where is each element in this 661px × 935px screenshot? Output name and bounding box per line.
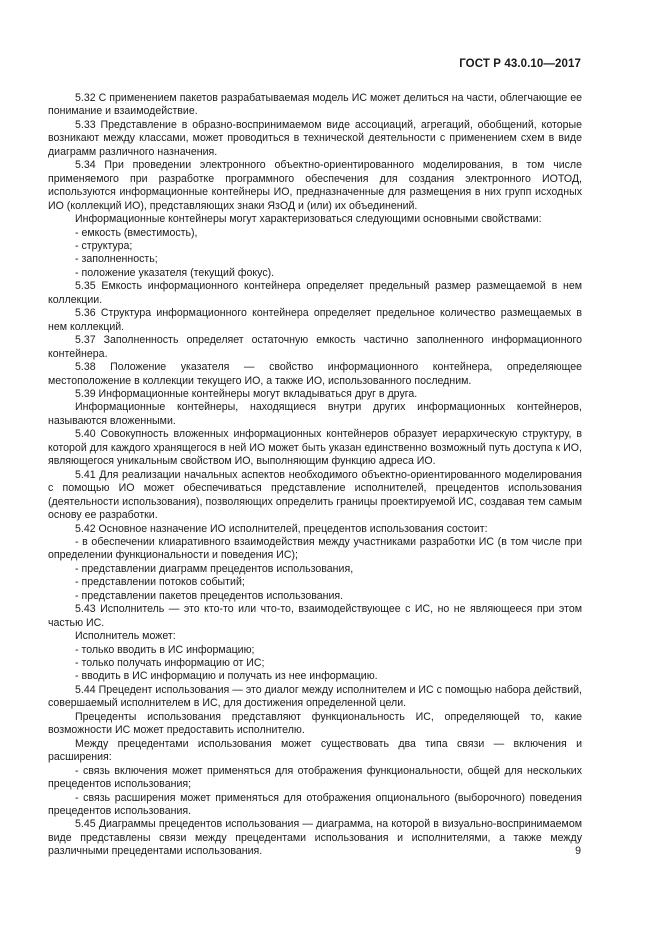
paragraph: 5.45 Диаграммы прецедентов использования — диаграмма, на которой в визуально-воспринимаемом виде представлены связи между прецедентами использования и исполнителями, а также между различными прецедентами использования. [48, 818, 582, 858]
paragraph: - связь включения может применяться для отображения функциональности, общей для нескольких прецедентов использования; [48, 764, 582, 791]
list-item: - положение указателя (текущий фокус). [75, 266, 275, 279]
paragraph: Прецеденты использования представляют функциональность ИС, определяющей то, какие возможности ИС может предоставить исполнителю. [48, 710, 582, 737]
document-body [48, 92, 582, 859]
list-item: - только получать информацию от ИС; [75, 657, 265, 670]
paragraph: - связь расширения может применяться для отображения опционального (выборочного) поведения прецедентов использования. [48, 791, 582, 818]
list-item: - представлении потоков событий; [75, 576, 245, 589]
paragraph: Между прецедентами использования может существовать два типа связи — включения и расширения: [48, 737, 582, 764]
paragraph: 5.44 Прецедент использования — это диалог между исполнителем и ИС с помощью набора действий, совершаемый исполнителем в ИС, для достижения определенной цели. [48, 683, 582, 710]
paragraph: 5.41 Для реализации начальных аспектов необходимого объектно-ориентированного моделирования с помощью ИО может обеспечиваться представление исполнителей, прецедентов использования (деятельности использования), позволяющих определить границы проектируемой ИС, создавая тем самым основу ее разработки. [48, 468, 582, 522]
list-item: - емкость (вместимость), [75, 226, 198, 239]
paragraph: - в обеспечении клиаративного взаимодействия между участниками разработки ИС (в том числе при определении функциональности и поведения ИС); [48, 535, 582, 562]
paragraph: 5.34 При проведении электронного объектно-ориентированного моделирования, в том числе применяемого при разработке программного обеспечения для создания электронного ИОТОД, используются информационные контейнеры ИО, предназначенные для размещения в них групп исходных ИО (коллекций ИО), представляющих знаки ЯзОД и (или) их объединений. [48, 159, 582, 212]
paragraph: Информационные контейнеры могут характеризоваться следующими основными свойствами: [75, 213, 542, 226]
paragraph: 5.42 Основное назначение ИО исполнителей, прецедентов использования состоит: [75, 522, 488, 535]
paragraph: 5.33 Представление в образно-воспринимаемом виде ассоциаций, агрегаций, обобщений, которые возникают между классами, может проводиться в технической деятельности с применением схем в виде диаграмм различного назначения. [48, 118, 582, 158]
paragraph: 5.39 Информационные контейнеры могут вкладываться друг в друга. [75, 387, 418, 400]
paragraph: 5.37 Заполненность определяет остаточную емкость частично заполненного информационного контейнера. [48, 334, 582, 360]
page-number: 9 [575, 845, 581, 857]
list-item: - только вводить в ИС информацию; [75, 643, 255, 656]
paragraph: 5.40 Совокупность вложенных информационных контейнеров образует иерархическую структуру, в которой для каждого хранящегося в ней ИО может быть указан единственно возможный путь доступа к ИО, являющегося уникальным свойством ИО, выполняющим функцию адреса ИО. [48, 428, 582, 468]
paragraph: 5.38 Положение указателя — свойство информационного контейнера, определяющее местоположение в коллекции текущего ИО, а также ИО, использованного последним. [48, 361, 582, 387]
paragraph: Исполнитель может: [75, 630, 176, 643]
list-item: - заполненность; [75, 253, 158, 266]
list-item: - представлении диаграмм прецедентов использования, [75, 562, 354, 575]
paragraph: 5.43 Исполнитель — это кто-то или что-то, взаимодействующее с ИС, но не являющееся при этом частью ИС. [48, 603, 582, 629]
paragraph: 5.35 Емкость информационного контейнера определяет предельный размер размещаемой в нем коллекции. [48, 280, 582, 306]
paragraph: 5.32 С применением пакетов разрабатываемая модель ИС может делиться на части, облегчающие ее понимание и взаимодействие. [48, 92, 582, 118]
paragraph: Информационные контейнеры, находящиеся внутри других информационных контейнеров, называются вложенными. [48, 401, 582, 427]
list-item: - структура; [75, 239, 133, 252]
list-item: - представлении пакетов прецедентов использования. [75, 589, 344, 602]
paragraph: 5.36 Структура информационного контейнера определяет предельное количество размещаемых в нем коллекций. [48, 307, 582, 333]
list-item: - вводить в ИС информацию и получать из нее информацию. [75, 670, 378, 683]
document-code: ГОСТ Р 43.0.10—2017 [459, 58, 581, 70]
